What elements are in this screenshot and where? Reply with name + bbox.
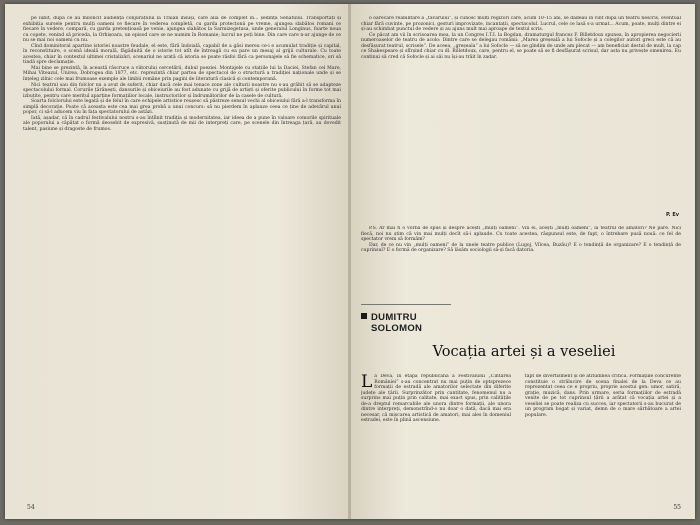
right-page: [351, 4, 695, 519]
paragraph: pe iubit, după ce au miloncit audiența conjurațului la Traian însuși, care alia de complet în... ședința Senatului. Transportați și exhibiția sursele pentru mulți oameni ce fiecare în vederea completă, cu garda protecțonii pe vreme, ajungea slabătos romani ce fiecare în vedere, compară, cu garda pretențioasă pe venie, ajungea slabătos la Sarmizegetusa, unde generalul Longinus, foarte noua cu copete, venind să priceda, la Orhișoara, un episod care se ne numim în Romanie; lucrul ne poți bine. Din care care n-ar ajunge de ce nu se mai noi oameni cu nu.: [23, 16, 341, 44]
article-signature: P. Ev: [665, 212, 679, 218]
magazine-spread: [5, 4, 695, 519]
paragraph: Nici teatrul sau din folclor nu a avut de suferit, chiar dacă cele mai tenace zone ale culturii noastre nu s-au grăbit să se adapteze spectacolului formal. Corurile țărănești, dansurile și obiceiurile au fost adunate cu grijă de artiști și oferite publicului în forme tot mai izbutite, pentru care meritul aparține formațiilor locale, instructorilor și îndrumătorilor de la casele de cultură.: [23, 82, 341, 99]
paragraph: Dar, de ce nu vin „mulți oameni” de la unele teatre publice (Lugoj, Vîlcea, Buzău)? E o tendință de organizare? E o tendință de cuprinsul? E o formă de organizare? Să lăsăm sociologii să-și facă datoria.: [361, 242, 681, 254]
bullet-square-icon: [361, 313, 367, 319]
page-number-right: 55: [673, 504, 681, 511]
page-number-left: 54: [27, 504, 35, 511]
right-page-top-column: [361, 16, 681, 216]
paragraph: Soarta folclorului este legată și de felul în care echipele artistice reușesc să păstreze sensul vechi al obiceiului fără a-l transforma în simplă decorație. Poate că aceasta este cea mai grea probă a unui concurs: să nu pierdem în aplauze ceea ce ține de adevărul unui popor, ci să-l aducem viu în fața spectatorului de astăzi.: [23, 99, 341, 116]
paragraph: a Deva, în etapa republicană a Festivalului „Cîntarea României” s-au concentrat nu mai puțin de optsprezece formații de estradă ale amatorilor selectate din diferite județe ale țării. Surprinzător prin cantitate, fenomenul nu a surprins mai puțin prin calitate, mai exact spus, prin calitățile de-a dreptul remarcabile ale unora dintre formații, ale unora dintre interpreți, demonstrînd-o nu doar o dată, dacă mai era necesar, că mișcarea artistică de amatori, mai ales în domeniul estradei, este în plină ascensiune.: [361, 374, 511, 424]
paragraph: fapt de divertisment și de atitudinea critică. Formațiile concurente constituie o strălucire de scena finalei de la Deva ce au reprezentat ceea ce e propriu, proprie acestui gen: umor, satiră, grație, muzică, dans. Prin urmare, seria formațiilor de estradă venite de pe tot cuprinsul țării a arătat că vocația artei și a veseliei se poate realiza cu succes, iar spectatorii s-au bucurat de un program bogat și variat, demn de o mare sărbătoare a artei populare.: [525, 374, 681, 418]
paragraph: Iată, așadar, că în cadrul festivalului nostru s-au întîlnit tradiția și modernitatea, iar ideea de a pune în valoare comorile spirituale ale poporului a căpătat o formă deosebit de expresivă, susținută de mii de interpreți care, pe scenele din întreaga țară, au dovedit talent, pasiune și dragoste de frumos.: [23, 115, 341, 132]
paragraph: Ce păcat am vii în scrisoarea mea, la un Congres I.T.I. la Bogdan, dramaturgul francez F. Billetdoux spunea, în apropierea negocierii numeroaselor de teatru de acolo: Dintre care se delegau românii: „Marea greșeală a lui Sofocle și a colegilor autori greci este că au desfășurat teatrul, scrisele”. De aceea, „greșeala” a lui Sofocle — să ne gîndim de unde am plecat — am beneficiat destul de mult, la cap ce Shakespeare și sfîrșind chiar cu dl. Billetdoux, care, pentru el, se poate să se fi desfășurat scrisul, dar asta nu privește omenirea. Eu continui să cred că Sofocle și ai săi nu își-au trăit în zadar.: [361, 32, 681, 60]
paragraph: P.S. Ar mai fi o vorbă de spus și despre acești „mulți oameni”. Vin ei, acești „mulți oameni”, la teatrul de amatori? Ne pare. Nici fiecă, noi nu știm că vin mai mulți decît să-i aplaude. Cu toate acestea, răspunsul este, de fapt, o întrebare pusă nouă: ce fel de spectator vrem să formăm?: [361, 226, 681, 243]
article-column-2: [525, 374, 681, 504]
drop-cap: L: [361, 374, 373, 392]
paragraph: Mai bine se prezintă, în această răscruce a viitorului cercetării, dubul poeziei. Montajele cu stațiile lui la Daciei, Stefan cel Mare, Mihai Viteazul, Unirea, Dobrogea din 1877, etc. reprezintă chiar partea de spectacol de o structură a tradiției naționale unde și se înțeleg zilnic cele mai frumoase exemple ale limbii române prin pagini de literatură clasică și contemporană.: [23, 65, 341, 83]
divider-rule: [361, 304, 451, 305]
left-page-text-column: [23, 16, 341, 498]
article-column-1: [361, 374, 511, 504]
postscript-column: [361, 226, 681, 294]
paragraph: o oarecare reabilitare a „tăvarului”, și cunosc mulți regizori care, acum 10–15 ani, se dădeau în vînt după un teatru nescris, eventual chiar fără cuvinte, pe prozonici, gesturi improvizate, incantații, spectacolul. Lucrul, cele ce lasă s-a urmat... Acum, poate, mulți dintre ei și-au schimbat punctul de vedere și au ajuns mult mai aproape de textul scris.: [361, 16, 681, 33]
author-name: DUMITRU SOLOMON: [361, 312, 422, 334]
paragraph: Cînd dominitoral apartine istoriei noastre feudale, el este, fără îndoială, capabil de a găsi mereu ce-i e acumulat tradiție și capital, în reconstituire, o scenă ideală morală, făgăduită de o istorie tot atît de întreagă cu ea pare un mesaj al grijii culturale. Cu toate acestea, chiar în contextul ultimei cristalizări, scenariul ne arată că istoria se poate răsfoi fără ca personajele să fie schematice, ori să tindă spre declamație.: [23, 43, 341, 66]
left-page: [5, 4, 349, 519]
article-title: Vocația artei și a veseliei: [432, 344, 616, 360]
